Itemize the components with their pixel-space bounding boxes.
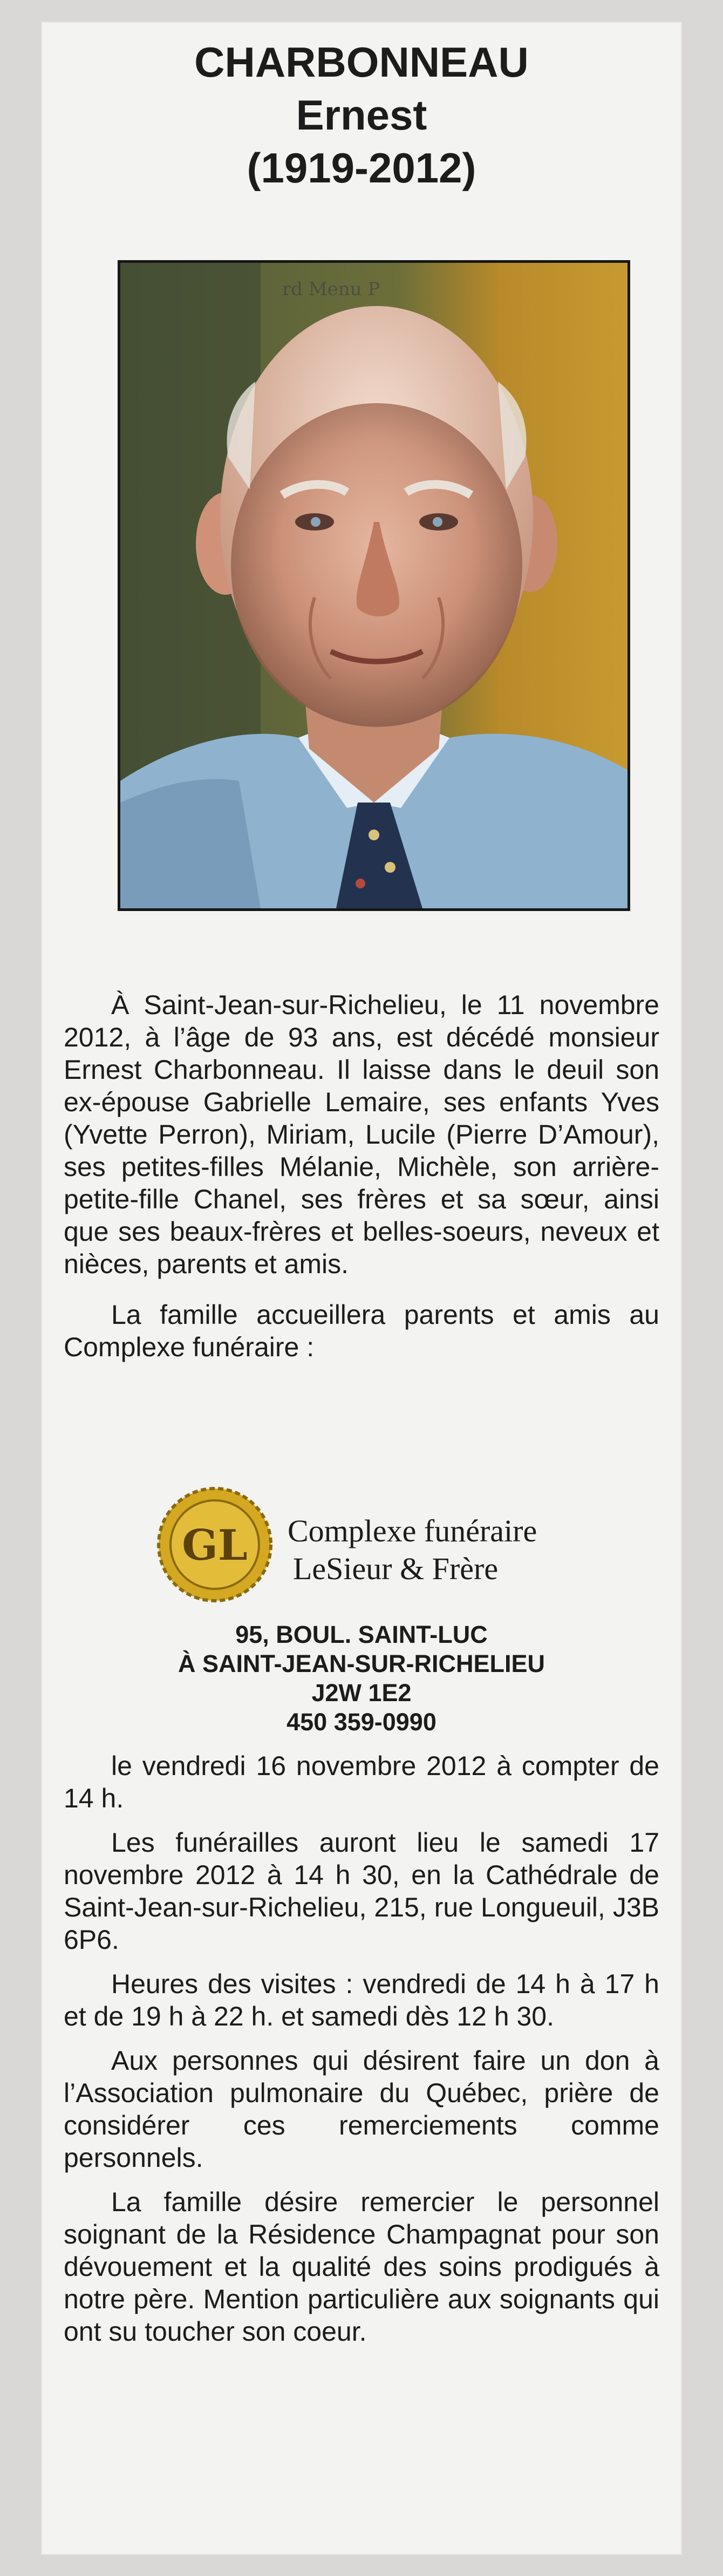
visitation-intro-paragraph: La famille accueillera parents et amis au Complexe funéraire :: [64, 1300, 659, 1362]
thanks-paragraph: La famille désire remercier le personnel soignant de la Résidence Champagnat pour son dévouement et la qualité des soins prodigués à notre père. Mention particulière aux soignants qui ont su toucher son coeur.: [64, 2187, 659, 2347]
funeral-paragraph: Les funérailles auront lieu le samedi 17 novembre 2012 à 14 h 30, en la Cathédrale de Saint-Jean-sur-Richelieu, 215, rue Longueuil, J3B 6P6.: [64, 1827, 659, 1955]
visitation-date-paragraph: le vendredi 16 novembre 2012 à compter de 14 h.: [64, 1751, 659, 1813]
gold-seal-logo: [155, 1485, 274, 1604]
obituary-clipping: [42, 23, 681, 2554]
address-line2: À SAINT-JEAN-SUR-RICHELIEU: [178, 1650, 545, 1677]
donation-paragraph: Aux personnes qui désirent faire un don à l’Association pulmonaire du Québec, prière de considérer ces remerciements comme personnels.: [64, 2045, 659, 2173]
seal-letters: GL: [182, 1521, 248, 1570]
obituary-body: [64, 989, 659, 1363]
phone-number: 450 359-0990: [287, 1708, 436, 1736]
announcement-paragraph: À Saint-Jean-sur-Richelieu, le 11 novembre 2012, à l’âge de 93 ans, est décédé monsieur Ernest Charbonneau. Il laisse dans le deuil son ex-épouse Gabrielle Lemaire, ses enfants Yves (Yvette Perron), Miriam, Lucile (Pierre D’Amour), ses petites-filles Mélanie, Michèle, son arrière-petite-fille Chanel, ses frères et sa sœur, ainsi que ses beaux-frères et belles-soeurs, neveux et nièces, parents et amis.: [64, 990, 659, 1279]
funeral-home-name-line1: Complexe funéraire: [288, 1513, 537, 1548]
visiting-hours-paragraph: Heures des visites : vendredi de 14 h à 17 h et de 19 h à 22 h. et samedi dès 12 h 30.: [64, 1969, 659, 2031]
given-name: Ernest: [296, 91, 427, 139]
photo-background-text: rd Menu P: [282, 278, 380, 300]
surname: CHARBONNEAU: [194, 38, 529, 86]
address-line1: 95, BOUL. SAINT-LUC: [235, 1621, 488, 1648]
funeral-home-address: [42, 1620, 681, 1737]
portrait-image: [120, 263, 627, 908]
obituary-header: [42, 36, 681, 194]
life-years: (1919-2012): [247, 144, 476, 192]
funeral-home-name-line2: LeSieur & Frère: [293, 1551, 499, 1586]
postal-code: J2W 1E2: [311, 1679, 412, 1707]
portrait-photo: [118, 260, 630, 911]
funeral-home-name: [288, 1512, 537, 1588]
funeral-home-logo-block: [155, 1480, 641, 1620]
obituary-details: [64, 1750, 659, 2348]
